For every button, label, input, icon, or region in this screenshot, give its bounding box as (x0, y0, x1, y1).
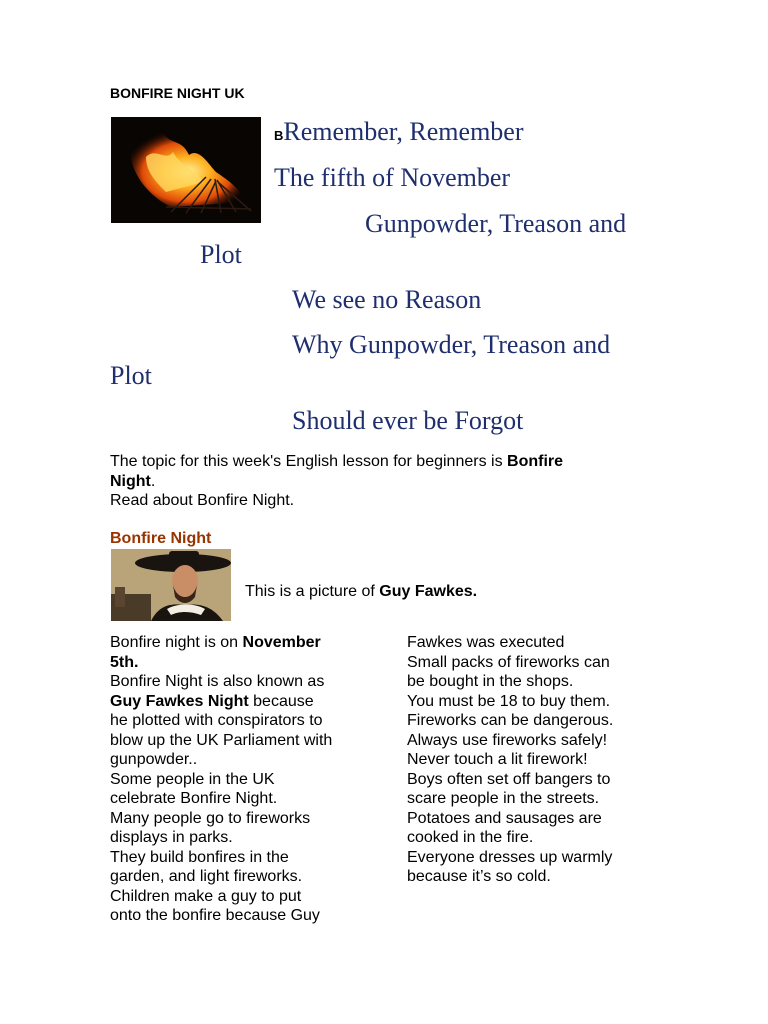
left-column: Bonfire night is on November 5th. Bonfire Night is also known as Guy Fawkes Night because he plotted with conspirators to blow up the UK Parliament with gunpowder.. Some people in the UK celebrate Bonfire Night. Many people go to fireworks displays in parks. They build bonfires in the garden, and light fireworks. Children make a guy to put onto the bonfire because Guy (110, 634, 333, 924)
intro-paragraph: The topic for this week's English lesson for beginners is Bonfire Night. Read about Bonfire Night. (110, 453, 564, 509)
right-column (407, 633, 677, 887)
poem-line-1: BRemember, Remember (274, 117, 524, 146)
guy-fawkes-image (111, 549, 231, 621)
right-column-line: Boys often set off bangers to (407, 770, 611, 788)
right-column-line: You must be 18 to buy them. (407, 692, 611, 710)
section-heading: Bonfire Night (110, 530, 212, 547)
bonfire-image (111, 117, 261, 223)
right-column-line: Potatoes and sausages are (407, 809, 602, 827)
right-column-line: Never touch a lit firework! (407, 751, 588, 768)
right-column-line: scare people in the streets. (407, 790, 600, 807)
right-column-line: Small packs of fireworks can (407, 653, 610, 671)
right-column-line: Fireworks can be dangerous. (407, 712, 614, 729)
right-column-line: cooked in the fire. (407, 829, 534, 846)
drop-letter: B (274, 128, 284, 143)
poem-line-3-cont: Plot (200, 240, 242, 269)
right-column-line: Everyone dresses up warmly (407, 848, 613, 866)
poem-line-4: We see no Reason (292, 285, 482, 314)
poem-line-5-cont: Plot (110, 361, 152, 390)
document-title: BONFIRE NIGHT UK (110, 85, 245, 101)
poem-line-2: The fifth of November (274, 163, 511, 192)
image-caption: This is a picture of Guy Fawkes. (245, 583, 478, 600)
right-column-line: be bought in the shops. (407, 673, 574, 690)
poem-line-3: Gunpowder, Treason and (365, 209, 627, 238)
poem-line-5: Why Gunpowder, Treason and (292, 330, 611, 359)
right-column-line: Fawkes was executed (407, 634, 565, 651)
right-column-line: Always use fireworks safely! (407, 731, 608, 749)
poem-line-6: Should ever be Forgot (292, 406, 524, 435)
right-column-line: because it’s so cold. (407, 868, 551, 885)
